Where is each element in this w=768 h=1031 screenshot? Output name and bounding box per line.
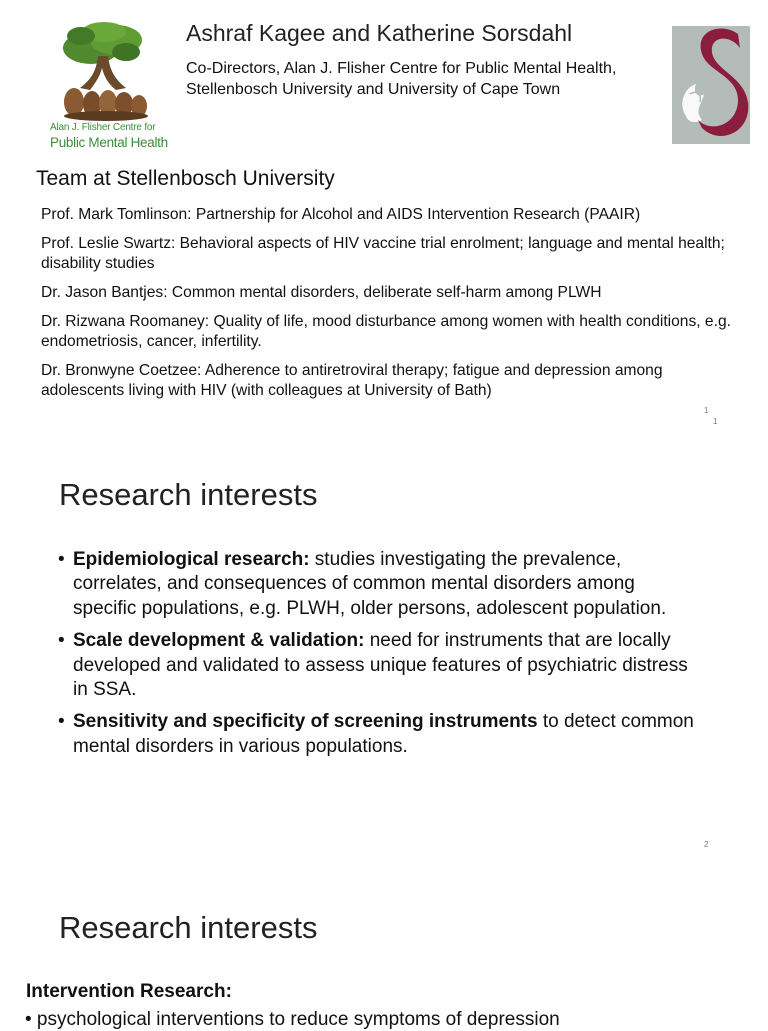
team-heading: Team at Stellenbosch University [36,167,335,190]
bullet-text: studies investigating the prevalence, correlates, and consequences of common mental disorders among specific populations, e.g. PLWH, older persons, adolescent population. [73,549,667,619]
list-item [58,629,698,702]
bullet-text: need for instruments that are locally developed and validated to assess unique features of psychiatric distress in SSA. [73,630,688,701]
team-member-list [41,205,731,410]
logo-caption-line1: Alan J. Flisher Centre for [50,122,156,133]
section-subheading: Intervention Research: [26,981,232,1002]
bullet-bold-lead: Scale development & validation: [73,630,365,652]
logo-caption-line2: Public Mental Health [50,135,168,150]
bullet-icon: • [58,549,65,570]
list-item [58,710,698,759]
list-item [58,548,698,621]
list-item: • psychological interventions to reduce symptoms of depression [25,1009,560,1030]
list-item: Dr. Rizwana Roomaney: Quality of life, mood disturbance among women with health conditions, e.g. endometriosis, cancer, infertility. [41,313,731,350]
bullet-bold-lead: Epidemiological research: [73,549,310,570]
page-number: 2 [704,840,709,849]
page-number: 1 [704,406,709,415]
bullet-bold-lead: Sensitivity and specificity of screening instruments [73,711,538,733]
centre-logo [46,18,170,154]
list-item: Dr. Bronwyne Coetzee: Adherence to antiretroviral therapy; fatigue and depression among adolescents living with HIV (with colleagues at University of Bath) [41,362,663,399]
research-interest-list [58,548,698,767]
list-item: Dr. Jason Bantjes: Common mental disorders, deliberate self-harm among PLWH [41,284,602,301]
affiliation: Co-Directors, Alan J. Flisher Centre for Public Mental Health, Stellenbosch University and University of Cape Town [186,60,617,98]
university-logo [672,24,752,146]
slide-heading: Research interests [59,910,318,945]
page-number: 1 [713,417,718,426]
bullet-icon: • [58,711,65,733]
bullet-icon: • [58,630,65,652]
list-item: Prof. Leslie Swartz: Behavioral aspects of HIV vaccine trial enrolment; language and mental health; disability studies [41,235,725,272]
bullet-text: to detect common mental disorders in various populations. [73,711,694,757]
tree-icon [46,18,170,122]
slide-heading: Research interests [59,477,318,512]
authors: Ashraf Kagee and Katherine Sorsdahl [186,20,573,46]
university-crest-icon [672,24,752,146]
list-item: Prof. Mark Tomlinson: Partnership for Alcohol and AIDS Intervention Research (PAAIR) [41,206,641,223]
